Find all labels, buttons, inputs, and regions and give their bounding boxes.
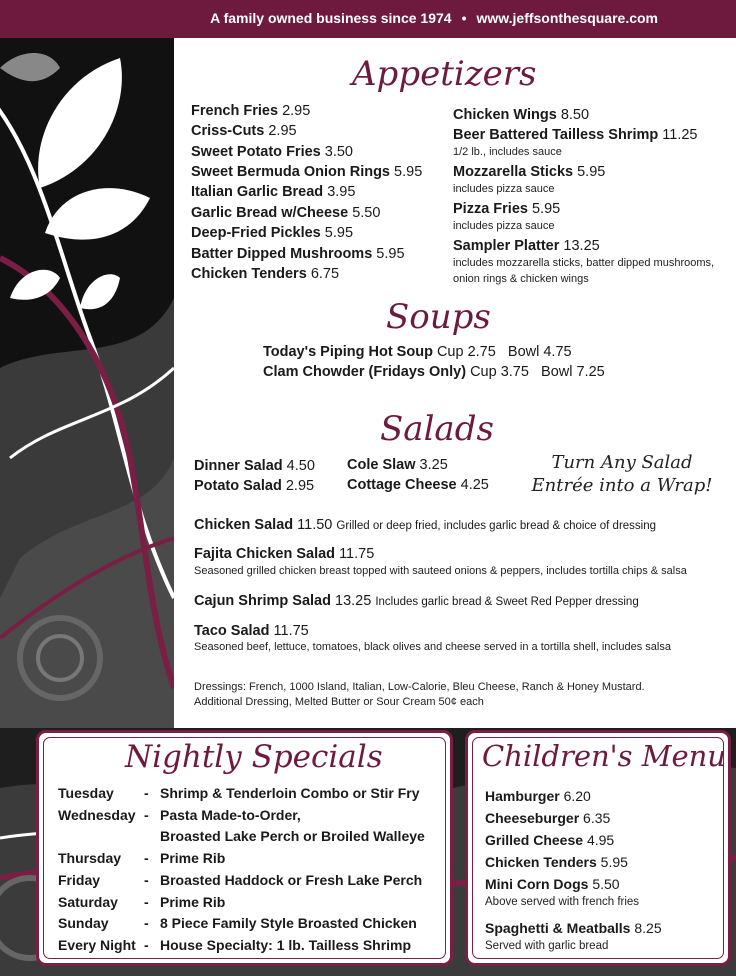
item-name: Chicken Tenders — [485, 854, 597, 870]
item-price: 5.95 — [600, 854, 628, 870]
item-name: Cole Slaw — [347, 457, 416, 473]
appetizers-title: Appetizers — [352, 54, 537, 94]
item-description: includes mozzarella sticks, batter dipped mushrooms, — [453, 257, 715, 269]
cup-price: Cup 2.75 — [436, 344, 496, 360]
dressings-extra-note: Additional Dressing, Melted Butter or Sour Cream 50¢ each — [194, 696, 484, 708]
salads-title: Salads — [380, 409, 494, 449]
item-name: Cajun Shrimp Salad — [194, 593, 331, 609]
salad-item — [347, 456, 448, 474]
item-name: Beer Battered Tailless Shrimp — [453, 127, 659, 143]
item-name: Spaghetti & Meatballs — [485, 920, 631, 936]
item-price: 13.25 — [335, 593, 372, 609]
item-price: 3.50 — [324, 144, 353, 160]
item-name: Criss-Cuts — [191, 123, 265, 139]
special-day: Saturday — [58, 894, 118, 910]
special-dash: - — [144, 894, 149, 910]
item-price: 2.95 — [268, 123, 297, 139]
special-dash: - — [144, 785, 149, 801]
item-price: 5.50 — [592, 876, 620, 892]
special-text: House Specialty: 1 lb. Tailless Shrimp — [160, 937, 412, 953]
soup-item — [263, 363, 605, 381]
item-name: Chicken Wings — [453, 107, 557, 123]
appetizer-item — [191, 265, 339, 283]
special-text: Prime Rib — [160, 894, 226, 910]
dressings-note: Dressings: French, 1000 Island, Italian, Low-Calorie, Bleu Cheese, Ranch & Honey Mustard. — [194, 681, 645, 693]
item-name: Hamburger — [485, 788, 560, 804]
special-text: Prime Rib — [160, 850, 226, 866]
wrap-promo-line2: Entrée into a Wrap! — [531, 475, 713, 496]
kids-item — [485, 853, 628, 871]
special-text: Broasted Lake Perch or Broiled Walleye — [160, 828, 425, 844]
special-day: Friday — [58, 872, 101, 888]
salad-item — [347, 476, 489, 494]
special-dash: - — [144, 872, 149, 888]
item-price: 11.25 — [662, 127, 698, 143]
appetizer-item — [191, 245, 405, 263]
special-text: Pasta Made-to-Order, — [160, 807, 301, 823]
item-price: 6.20 — [563, 788, 591, 804]
decorative-floral-art — [0, 38, 174, 728]
item-price: 8.50 — [560, 107, 590, 123]
item-name: Garlic Bread w/Cheese — [191, 205, 349, 221]
cup-price: Cup 3.75 — [470, 364, 529, 380]
special-dash: - — [144, 937, 149, 953]
soup-item — [263, 343, 572, 361]
item-description: Seasoned grilled chicken breast topped with sauteed onions & peppers, includes tortilla chips & salsa — [194, 565, 687, 577]
appetizer-item — [191, 102, 310, 120]
bowl-price: Bowl 4.75 — [507, 344, 572, 360]
item-name: Mini Corn Dogs — [485, 876, 589, 892]
salad-entree — [194, 545, 374, 563]
appetizer-item — [453, 126, 697, 144]
item-price: 13.25 — [563, 238, 600, 254]
appetizer-item — [453, 237, 600, 255]
item-name: Deep-Fried Pickles — [191, 225, 321, 241]
header-website-link[interactable]: www.jeffsonthesquare.com — [476, 10, 658, 26]
appetizer-item — [453, 163, 605, 181]
item-price: 4.50 — [286, 458, 315, 474]
item-description: includes pizza sauce — [453, 220, 555, 232]
salad-item — [194, 457, 315, 475]
appetizer-item — [191, 183, 355, 201]
item-price: 8.25 — [634, 920, 662, 936]
item-name: Italian Garlic Bread — [191, 184, 324, 200]
item-price: 11.75 — [339, 546, 375, 562]
item-name: Dinner Salad — [194, 458, 283, 474]
special-dash: - — [144, 915, 149, 931]
item-price: 5.95 — [394, 164, 423, 180]
item-description: Above served with french fries — [485, 896, 640, 908]
kids-item — [485, 787, 591, 805]
item-price: 5.95 — [531, 201, 561, 217]
specials-list — [58, 785, 448, 965]
special-dash: - — [144, 807, 149, 823]
special-day: Sunday — [58, 915, 109, 931]
special-text: 8 Piece Family Style Broasted Chicken — [160, 915, 417, 931]
appetizer-item — [191, 143, 353, 161]
item-price: 6.35 — [583, 810, 611, 826]
item-description: Grilled or deep fried, includes garlic bread & choice of dressing — [336, 520, 657, 532]
item-name: Cheeseburger — [485, 810, 580, 826]
kids-item — [485, 875, 620, 893]
item-name: Chicken Tenders — [191, 266, 307, 282]
item-name: Potato Salad — [194, 478, 282, 494]
swirl-leaf-illustration — [0, 38, 174, 728]
appetizer-item — [453, 200, 560, 218]
item-description: includes pizza sauce — [453, 183, 555, 195]
item-name: Fajita Chicken Salad — [194, 546, 336, 562]
item-name: Cottage Cheese — [347, 477, 457, 493]
kids-item — [485, 809, 610, 827]
special-text: Shrimp & Tenderloin Combo or Stir Fry — [160, 785, 420, 801]
bowl-price: Bowl 7.25 — [541, 364, 605, 380]
item-price: 2.95 — [282, 103, 311, 119]
wrap-promo — [522, 451, 722, 497]
appetizer-item — [191, 163, 422, 181]
item-price: 4.95 — [586, 832, 615, 848]
item-price: 4.25 — [460, 477, 489, 493]
nightly-specials-box — [36, 730, 453, 966]
item-price: 6.75 — [310, 266, 340, 282]
appetizer-item — [453, 106, 589, 124]
childrens-menu-box — [465, 730, 731, 966]
item-name: Today's Piping Hot Soup — [263, 344, 433, 360]
kids-item — [485, 919, 662, 937]
item-price: 5.50 — [352, 205, 381, 221]
item-description: Served with garlic bread — [485, 940, 609, 952]
item-price: 5.95 — [376, 246, 405, 262]
appetizer-item — [191, 122, 297, 140]
item-description: onion rings & chicken wings — [453, 273, 589, 285]
item-name: Sweet Bermuda Onion Rings — [191, 164, 390, 180]
item-name: Taco Salad — [194, 623, 270, 639]
nightly-specials-title: Nightly Specials — [125, 739, 383, 775]
item-description: Seasoned beef, lettuce, tomatoes, black olives and cheese served in a tortilla shell, includes salsa — [194, 641, 671, 653]
wrap-promo-line1: Turn Any Salad — [551, 452, 693, 473]
header-separator: • — [461, 10, 467, 26]
header-bar — [0, 0, 736, 38]
special-dash: - — [144, 850, 149, 866]
item-price: 3.95 — [327, 184, 356, 200]
item-price: 11.50 — [297, 517, 333, 533]
salad-entree — [194, 516, 656, 535]
special-day: Tuesday — [58, 785, 114, 801]
item-description: Includes garlic bread & Sweet Red Pepper dressing — [375, 596, 639, 608]
item-name: French Fries — [191, 103, 279, 119]
item-name: Pizza Fries — [453, 201, 528, 217]
item-description: 1/2 lb., includes sauce — [453, 146, 562, 158]
item-price: 5.95 — [324, 225, 354, 241]
header-tagline: A family owned business since 1974 — [210, 10, 452, 26]
salad-entree — [194, 622, 309, 640]
special-day: Thursday — [58, 850, 122, 866]
item-name: Batter Dipped Mushrooms — [191, 246, 373, 262]
header-tagline-row — [210, 10, 658, 26]
salad-entree — [194, 592, 639, 611]
appetizer-item — [191, 224, 353, 242]
childrens-menu-title: Children's Menu — [482, 739, 726, 773]
item-name: Sampler Platter — [453, 238, 560, 254]
item-price: 3.25 — [419, 457, 448, 473]
item-name: Mozzarella Sticks — [453, 164, 574, 180]
item-name: Clam Chowder (Fridays Only) — [263, 364, 467, 380]
item-price: 11.75 — [273, 623, 309, 639]
appetizer-item — [191, 204, 380, 222]
salad-item — [194, 477, 314, 495]
item-name: Sweet Potato Fries — [191, 144, 321, 160]
special-day: Every Night — [58, 937, 136, 953]
kids-item — [485, 831, 614, 849]
soups-title: Soups — [386, 297, 491, 337]
item-name: Grilled Cheese — [485, 832, 584, 848]
item-name: Chicken Salad — [194, 517, 294, 533]
special-text: Broasted Haddock or Fresh Lake Perch — [160, 872, 423, 888]
item-price: 5.95 — [577, 164, 606, 180]
item-price: 2.95 — [285, 478, 315, 494]
special-day: Wednesday — [58, 807, 136, 823]
